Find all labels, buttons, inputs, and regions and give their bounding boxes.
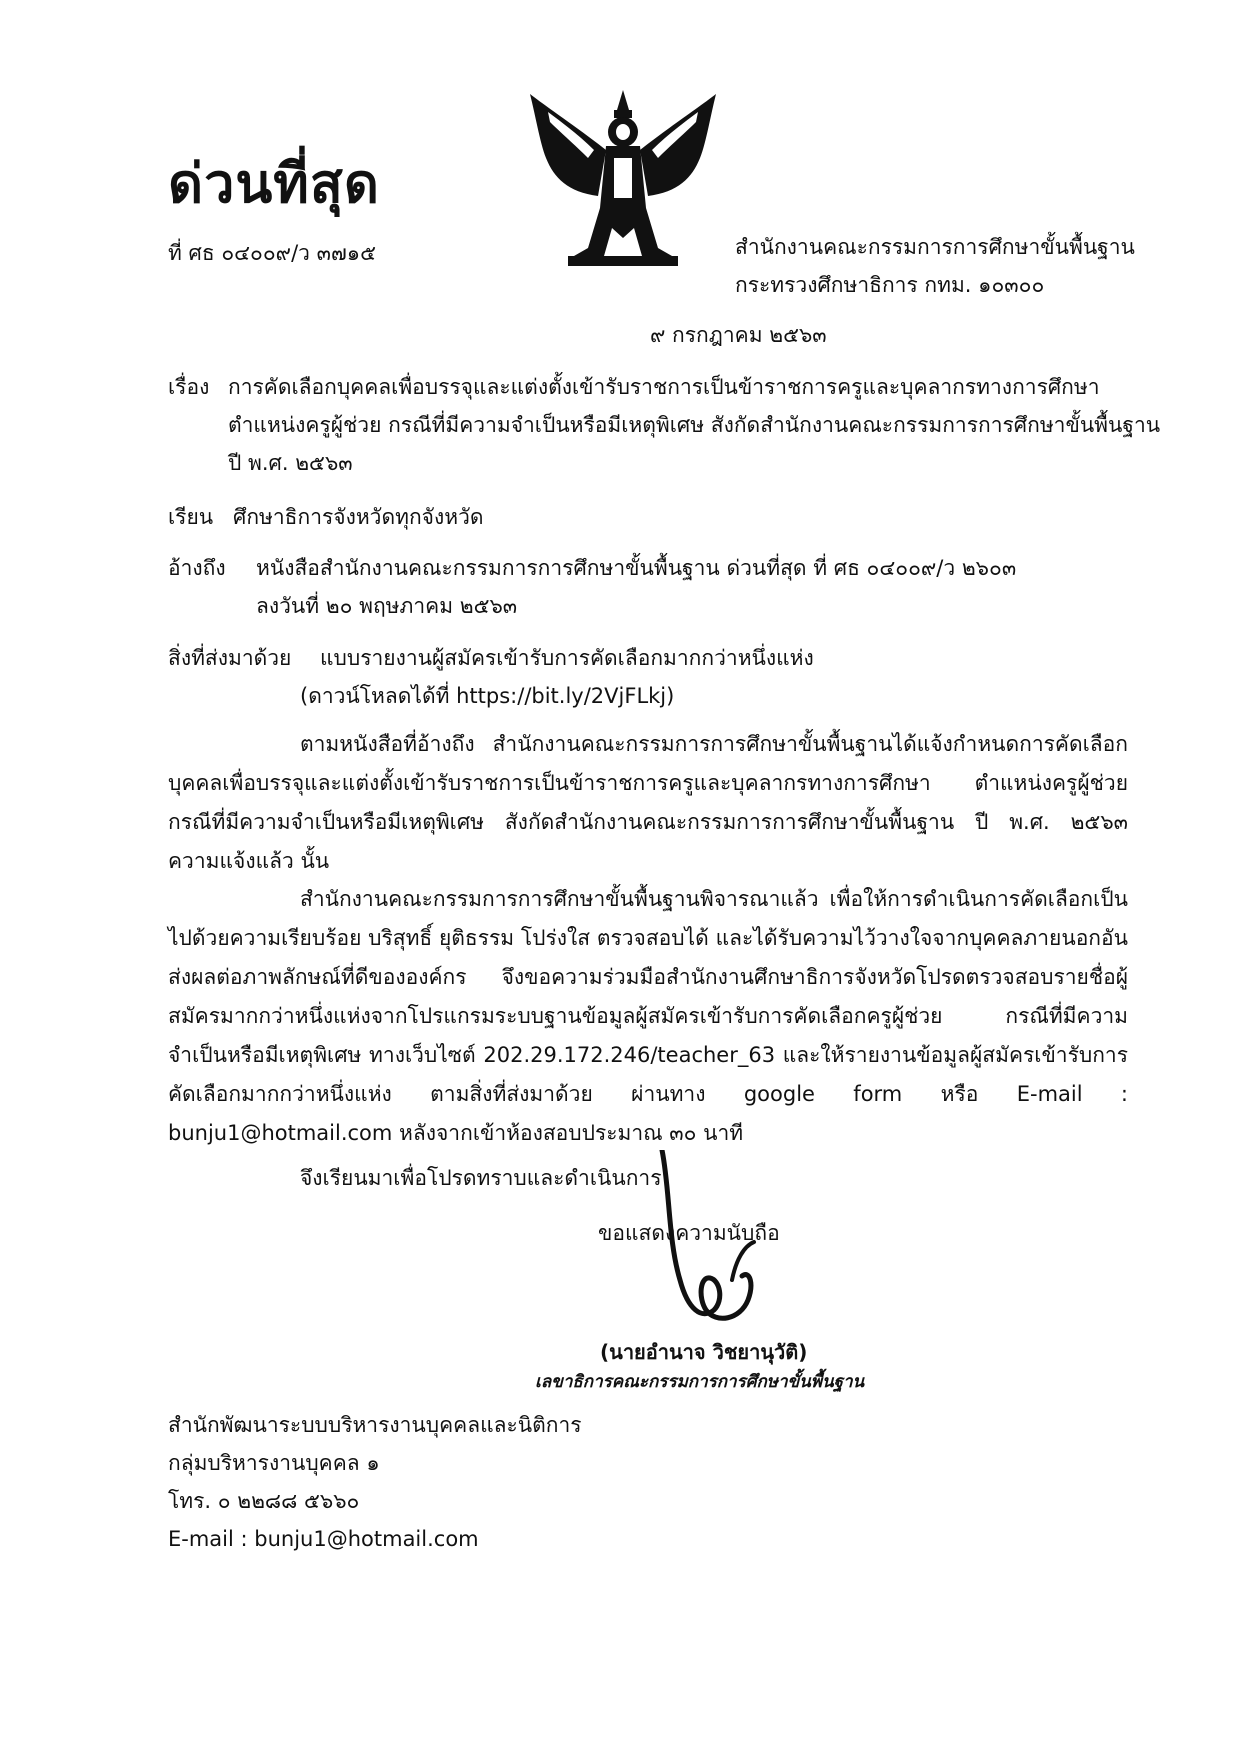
subject-label: เรื่อง: [168, 375, 210, 399]
salutation: ขอแสดงความนับถือ: [598, 1221, 780, 1245]
recipient-text: ศึกษาธิการจังหวัดทุกจังหวัด: [233, 505, 484, 529]
enclosure-download-link: (ดาวน์โหลดได้ที่ https://bit.ly/2VjFLkj): [300, 684, 675, 708]
reference-label: อ้างถึง: [168, 556, 226, 580]
subject-line: ตำแหน่งครูผู้ช่วย กรณีที่มีความจำเป็นหรือมีเหตุพิเศษ สังกัดสำนักงานคณะกรรมการการศึกษาขั้นพื้นฐาน: [228, 413, 1161, 437]
signatory-position: เลขาธิการคณะกรรมการการศึกษาขั้นพื้นฐาน: [535, 1372, 865, 1392]
document-date: ๙ กรกฎาคม ๒๕๖๓: [650, 323, 827, 347]
body-paragraph: [168, 880, 1128, 1153]
footer-office: สำนักพัฒนาระบบบริหารงานบุคคลและนิติการ: [168, 1413, 582, 1437]
issuing-office: สำนักงานคณะกรรมการการศึกษาขั้นพื้นฐาน: [735, 235, 1135, 259]
closing-line: จึงเรียนมาเพื่อโปรดทราบและดำเนินการ: [300, 1166, 662, 1190]
subject-line: การคัดเลือกบุคคลเพื่อบรรจุและแต่งตั้งเข้ารับราชการเป็นข้าราชการครูและบุคลากรทางการศึกษา: [228, 375, 1100, 399]
body-paragraph-text: ตามหนังสือที่อ้างถึง สำนักงานคณะกรรมการการศึกษาขั้นพื้นฐานได้แจ้งกำหนดการคัดเลือกบุคคลเพื่อบรรจุและแต่งตั้งเข้ารับราชการเป็นข้าราชการครูและบุคลากรทางการศึกษา ตำแหน่งครูผู้ช่วย กรณีที่มีความจำเป็นหรือมีเหตุพิเศษ สังกัดสำนักงานคณะกรรมการการศึกษาขั้นพื้นฐาน ปี พ.ศ. ๒๕๖๓ ความแจ้งแล้ว นั้น: [168, 732, 1128, 873]
recipient-label: เรียน: [168, 505, 214, 529]
subject-line: ปี พ.ศ. ๒๕๖๓: [228, 451, 353, 475]
garuda-emblem-icon: [528, 88, 718, 276]
footer-phone: โทร. ๐ ๒๒๘๘ ๕๖๖๐: [168, 1489, 360, 1513]
body-paragraph: [168, 725, 1128, 881]
body-paragraph-text: สำนักงานคณะกรรมการการศึกษาขั้นพื้นฐานพิจารณาแล้ว เพื่อให้การดำเนินการคัดเลือกเป็นไปด้วยความเรียบร้อย บริสุทธิ์ ยุติธรรม โปร่งใส ตรวจสอบได้ และได้รับความไว้วางใจจากบุคคลภายนอกอันส่งผลต่อภาพลักษณ์ที่ดีขององค์กร จึงขอความร่วมมือสำนักงานศึกษาธิการจังหวัดโปรดตรวจสอบรายชื่อผู้สมัครมากกว่าหนึ่งแห่งจากโปรแกรมระบบฐานข้อมูลผู้สมัครเข้ารับการคัดเลือกครูผู้ช่วย กรณีที่มีความจำเป็นหรือมีเหตุพิเศษ ทางเว็บไซต์ 202.29.172.246/teacher_63 และให้รายงานข้อมูลผู้สมัครเข้ารับการคัดเลือกมากกว่าหนึ่งแห่ง ตามสิ่งที่ส่งมาด้วย ผ่านทาง google form หรือ E-mail : bunju1@hotmail.com หลังจากเข้าห้องสอบประมาณ ๓๐ นาที: [168, 887, 1128, 1145]
enclosure-label: สิ่งที่ส่งมาด้วย: [168, 646, 292, 670]
enclosure-line: แบบรายงานผู้สมัครเข้ารับการคัดเลือกมากกว่าหนึ่งแห่ง: [320, 646, 814, 670]
urgency-heading: ด่วนที่สุด: [168, 152, 380, 215]
footer-group: กลุ่มบริหารงานบุคคล ๑: [168, 1451, 380, 1475]
signatory-name: (นายอำนาจ วิชยานุวัติ): [600, 1340, 808, 1364]
reference-line: หนังสือสำนักงานคณะกรรมการการศึกษาขั้นพื้นฐาน ด่วนที่สุด ที่ ศธ ๐๔๐๐๙/ว ๒๖๐๓: [256, 556, 1017, 580]
footer-email: E-mail : bunju1@hotmail.com: [168, 1527, 479, 1551]
signature-image: [640, 1150, 810, 1350]
issuing-ministry: กระทรวงศึกษาธิการ กทม. ๑๐๓๐๐: [735, 273, 1045, 297]
document-number: ที่ ศธ ๐๔๐๐๙/ว ๓๗๑๕: [168, 241, 376, 265]
reference-line: ลงวันที่ ๒๐ พฤษภาคม ๒๕๖๓: [256, 594, 518, 618]
